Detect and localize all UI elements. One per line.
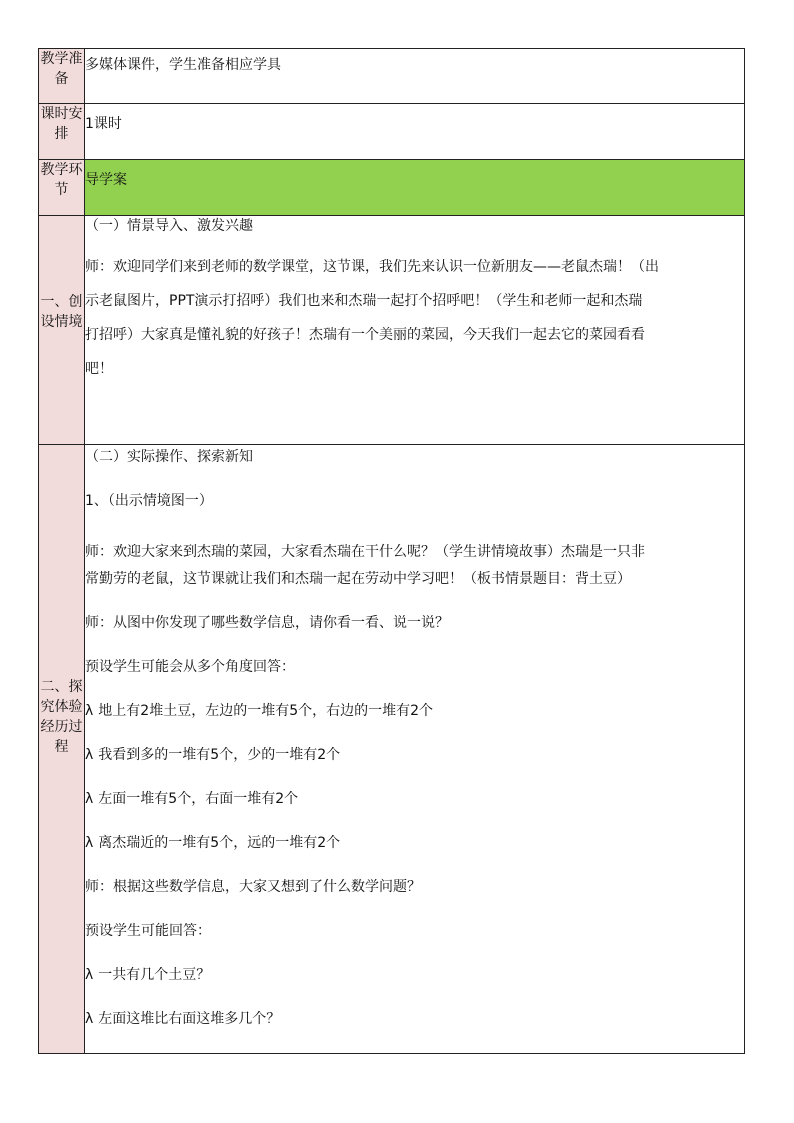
question-math-info: 师：从图中你发现了哪些数学信息，请你看一看、说一说？ xyxy=(85,615,449,631)
row-class-schedule xyxy=(39,104,745,160)
answer-text: 左面这堆比右面这堆多几个？ xyxy=(98,1011,281,1027)
bullet-icon: λ xyxy=(85,835,94,851)
section-2-heading: （二）实际操作、探索新知 xyxy=(85,449,253,465)
answer-text: 一共有几个土豆？ xyxy=(98,967,211,983)
list-item xyxy=(85,833,744,853)
section-1-line: 打招呼）大家真是懂礼貌的好孩子！杰瑞有一个美丽的菜园，今天我们一起去它的菜园看看 xyxy=(85,327,645,343)
teaching-prep-text xyxy=(85,49,745,104)
list-item xyxy=(85,1009,744,1029)
section-2-step: 1、（出示情境图一） xyxy=(85,493,213,509)
section-1-heading: （一）情景导入、激发兴趣 xyxy=(85,218,253,234)
list-item xyxy=(85,745,744,765)
list-item xyxy=(85,701,744,721)
section-1-label-text: 一、创设情境 xyxy=(40,294,83,330)
row-section-1 xyxy=(39,216,745,445)
lesson-plan-table xyxy=(38,48,745,1054)
section-2-intro-line: 常勤劳的老鼠，这节课就让我们和杰瑞一起在劳动中学习吧！（板书情景题目：背土豆） xyxy=(85,571,631,587)
row-teaching-stage xyxy=(39,160,745,216)
section-2-content xyxy=(85,445,745,1054)
class-schedule-text xyxy=(85,104,745,160)
bullet-icon: λ xyxy=(85,747,94,763)
list-item xyxy=(85,789,744,809)
answer-text: 地上有2堆土豆，左边的一堆有5个，右边的一堆有2个 xyxy=(98,703,434,719)
answer-text: 我看到多的一堆有5个，少的一堆有2个 xyxy=(98,747,341,763)
label-class-schedule: 课时安排 xyxy=(39,104,85,160)
label-section-2 xyxy=(39,445,85,1054)
bullet-icon: λ xyxy=(85,967,94,983)
teaching-prep-value: 多媒体课件，学生准备相应学具 xyxy=(85,57,281,73)
answer-text: 左面一堆有5个，右面一堆有2个 xyxy=(98,791,299,807)
section-1-paragraph xyxy=(85,250,744,386)
answer-text: 离杰瑞近的一堆有5个，远的一堆有2个 xyxy=(98,835,341,851)
preset-answers-label: 预设学生可能会从多个角度回答： xyxy=(85,659,295,675)
label-section-1 xyxy=(39,216,85,445)
row-section-2 xyxy=(39,445,745,1054)
teaching-stage-value: 导学案 xyxy=(85,172,127,188)
bullet-icon: λ xyxy=(85,703,94,719)
section-1-line: 师：欢迎同学们来到老师的数学课堂，这节课，我们先来认识一位新朋友——老鼠杰瑞！（出 xyxy=(85,259,659,275)
bullet-icon: λ xyxy=(85,1011,94,1027)
section-1-line: 吧！ xyxy=(85,361,113,377)
class-schedule-value: 1课时 xyxy=(85,116,122,132)
section-2-label-text: 二、探究体验经历过程 xyxy=(40,679,83,755)
preset-answers-label: 预设学生可能回答： xyxy=(85,923,211,939)
bullet-icon: λ xyxy=(85,791,94,807)
teaching-stage-text xyxy=(85,160,745,216)
question-math-problem: 师：根据这些数学信息，大家又想到了什么数学问题？ xyxy=(85,879,421,895)
label-teaching-prep: 教学准备 xyxy=(39,49,85,104)
row-teaching-prep xyxy=(39,49,745,104)
section-1-content xyxy=(85,216,745,445)
label-teaching-stage: 教学环节 xyxy=(39,160,85,216)
section-2-intro-line: 师：欢迎大家来到杰瑞的菜园，大家看杰瑞在干什么呢？（学生讲情境故事）杰瑞是一只非 xyxy=(85,544,645,560)
list-item xyxy=(85,965,744,985)
section-1-line: 示老鼠图片，PPT演示打招呼）我们也来和杰瑞一起打个招呼吧！（学生和老师一起和杰瑞 xyxy=(85,293,643,309)
